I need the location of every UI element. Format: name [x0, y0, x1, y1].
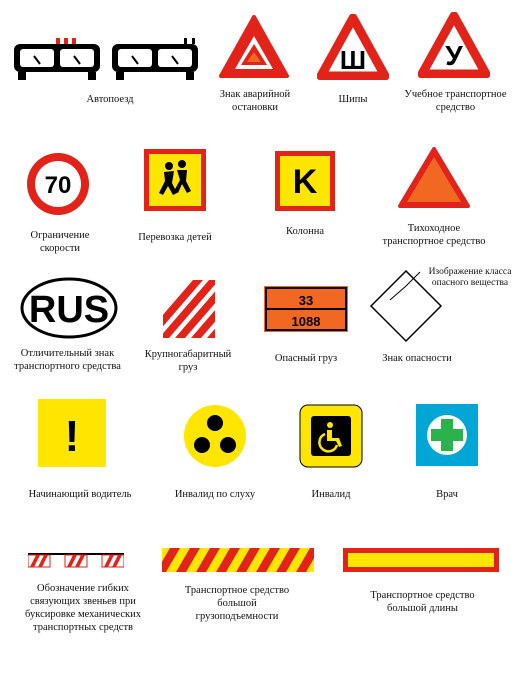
country-sign [19, 276, 119, 340]
doctor-caption: Врач [436, 489, 458, 500]
novice-mark: ! [64, 412, 80, 461]
novice-caption: Начинающий водитель [28, 489, 132, 500]
dangerous-goods-bottom: 1088 [291, 314, 321, 329]
slow-vehicle-caption: Тихоходное транспортное средство [382, 223, 486, 247]
convoy-caption: Колонна [286, 226, 324, 237]
convoy-letter: K [292, 163, 318, 201]
long-vehicle-caption: Транспортное средство большой длины [370, 590, 475, 614]
tow-links-caption: Обозначение гибких связующих звеньев при буксировке механических транспортных средств [25, 583, 141, 633]
slow-vehicle-sign [397, 146, 471, 210]
speed-limit-caption: Ограничение скорости [30, 230, 90, 254]
convoy-sign [275, 151, 335, 211]
studs-letter: Ш [339, 45, 367, 75]
speed-limit-value: 70 [44, 172, 72, 199]
dangerous-goods-sign [264, 286, 348, 332]
studs-sign [317, 14, 389, 80]
children-caption: Перевозка детей [138, 232, 212, 243]
disabled-sign [299, 404, 363, 468]
long-vehicle-sign [343, 548, 499, 572]
studs-caption: Шипы [338, 94, 368, 105]
tow-links-sign [28, 549, 124, 569]
heavy-vehicle-caption: Транспортное средство большой грузоподъемности [184, 585, 290, 622]
learner-caption: Учебное транспортное средство [404, 89, 507, 113]
oversize-sign [163, 280, 215, 338]
dangerous-goods-caption: Опасный груз [274, 353, 338, 364]
country-code: RUS [28, 289, 110, 331]
deaf-caption: Инвалид по слуху [174, 489, 256, 500]
oversize-caption: Крупногабаритный груз [144, 349, 232, 373]
disabled-caption: Инвалид [311, 489, 351, 500]
deaf-sign [183, 404, 247, 468]
hazard-caption: Знак опасности [382, 353, 452, 364]
road-train-sign [12, 36, 202, 80]
speed-limit-sign [25, 151, 91, 217]
children-sign [144, 149, 206, 211]
country-caption: Отличительный знак транспортного средства [14, 348, 121, 372]
dangerous-goods-top: 33 [298, 293, 314, 308]
hazard-class-label: Изображение класса опасного вещества [428, 267, 512, 288]
novice-sign [38, 399, 106, 467]
emergency-stop-caption: Знак аварийной остановки [219, 89, 291, 113]
doctor-sign [416, 404, 478, 466]
learner-letter: У [445, 40, 463, 71]
learner-sign [418, 12, 490, 78]
heavy-vehicle-sign [162, 548, 314, 572]
emergency-stop-sign [218, 14, 290, 80]
road-train-caption: Автопоезд [86, 94, 134, 105]
